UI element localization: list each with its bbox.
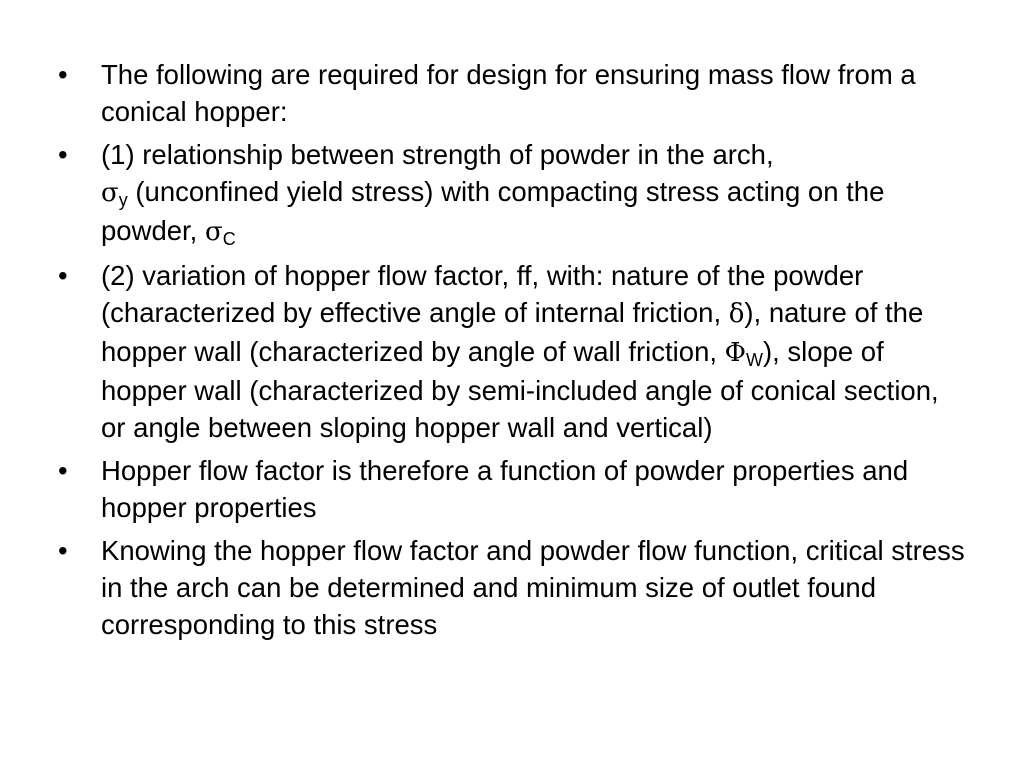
bullet-text: Hopper flow factor is therefore a function of powder properties and hopper properties (101, 455, 909, 523)
bullet-text: (1) relationship between strength of powder in the arch, (101, 139, 774, 170)
bullet-item-flow-factor (58, 452, 968, 526)
delta-symbol: δ (728, 299, 745, 329)
bullet-text: Knowing the hopper flow factor and powder flow function, critical stress in the arch can be determined and minimum size of outlet found corresponding to this stress (101, 535, 965, 640)
bullet-item-variation (58, 257, 968, 446)
bullet-item-relationship (58, 136, 968, 251)
phi-w-subscript: W (745, 350, 763, 370)
bullet-dot: • (58, 535, 68, 566)
sigma-y-symbol: σ (101, 178, 119, 208)
bullet-text: ), slope of hopper wall (characterized by semi-included angle of conical section, or angle between sloping hopper wall and vertical) (101, 336, 939, 443)
bullet-text: ), nature of the hopper wall (characterized by angle of wall friction, (101, 297, 924, 367)
bullet-text: The following are required for design for ensuring mass flow from a conical hopper: (101, 59, 916, 127)
bullet-item-requirements (58, 56, 968, 130)
bullet-text: (unconfined yield stress) with compacting stress acting on the powder, (101, 176, 885, 246)
bullet-text: (2) variation of hopper flow factor, ff, with: nature of the powder (characterized by effective angle of internal friction, (101, 260, 864, 328)
sigma-c-subscript: C (222, 229, 236, 249)
bullet-dot: • (58, 260, 68, 291)
bullet-item-critical-stress (58, 532, 968, 643)
sigma-y-subscript: y (118, 190, 128, 210)
sigma-c-symbol: σ (204, 217, 223, 247)
bullet-dot: • (58, 59, 68, 90)
bullet-dot: • (58, 455, 68, 486)
bullet-dot: • (58, 139, 68, 170)
bullet-list (58, 56, 968, 649)
phi-w-symbol: Φ (724, 338, 746, 368)
